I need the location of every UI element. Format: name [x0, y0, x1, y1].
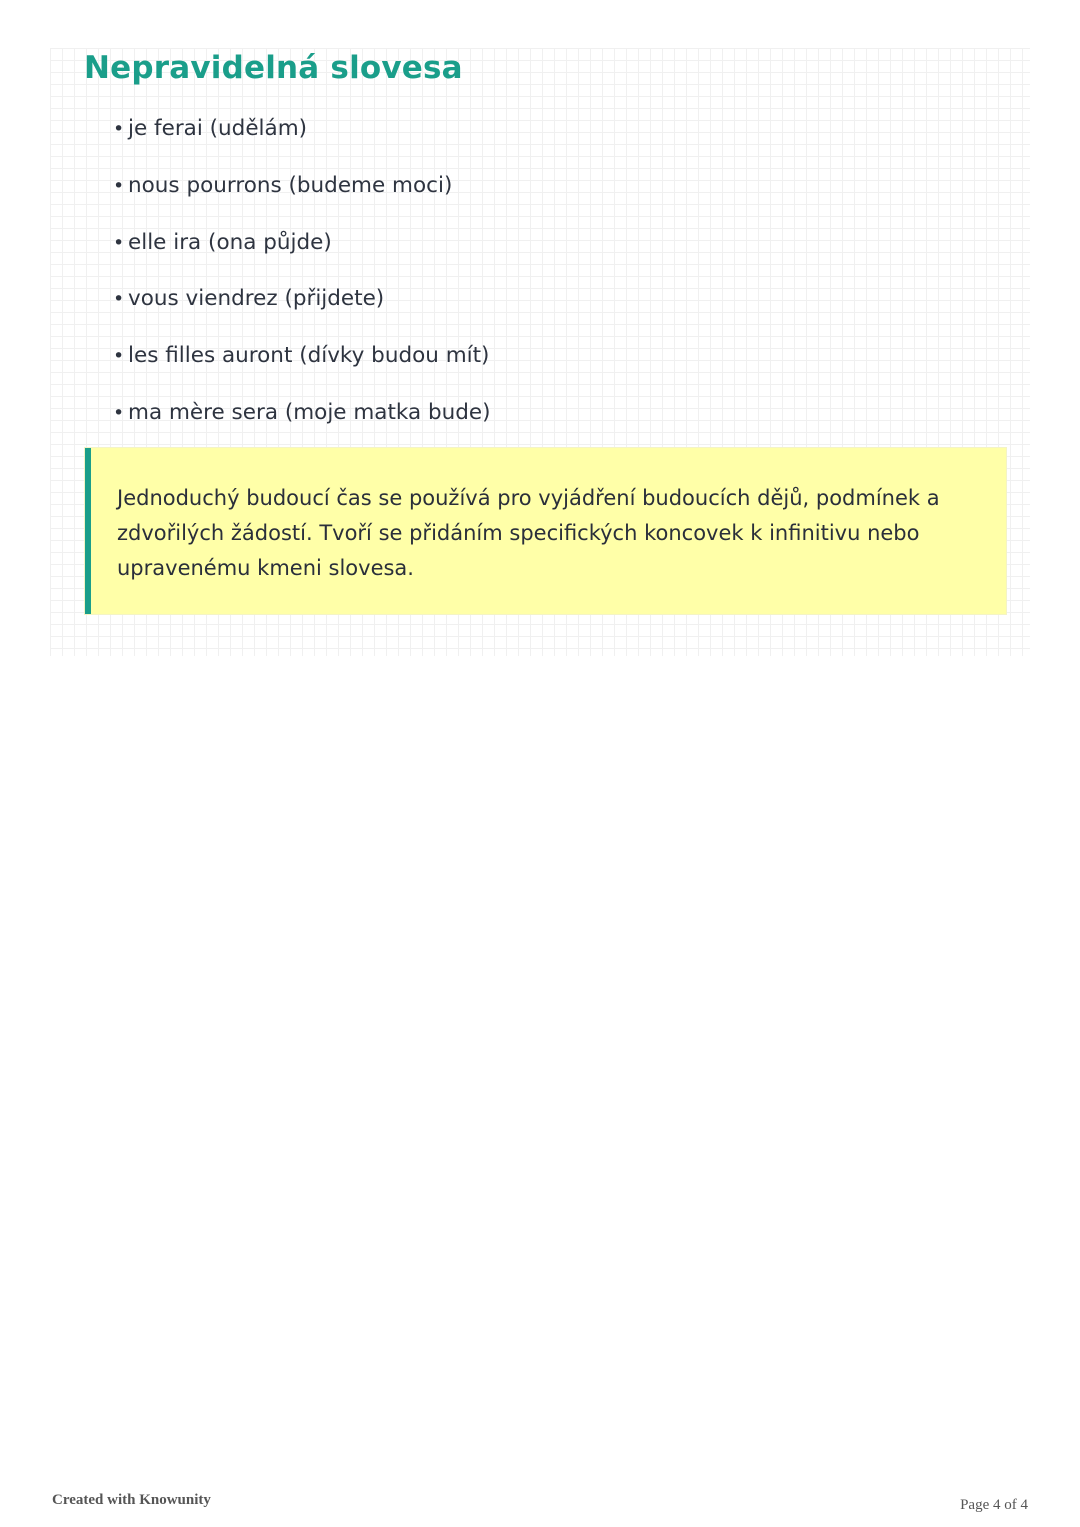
- verb-example: je ferai (udělám): [128, 116, 308, 141]
- bullet-icon: •: [113, 401, 125, 424]
- bullet-icon: •: [113, 231, 125, 254]
- verb-example: vous viendrez (přijdete): [128, 286, 385, 312]
- verb-example: nous pourrons (budeme moci): [128, 172, 453, 198]
- bullet-icon: •: [113, 288, 125, 311]
- info-callout: [85, 448, 1006, 614]
- list-item: [113, 224, 491, 281]
- footer-credit: Created with Knowunity: [52, 1492, 211, 1508]
- verb-example: elle ira (ona půjde): [128, 229, 332, 255]
- list-item: [113, 337, 491, 394]
- bullet-icon: •: [113, 345, 125, 368]
- list-item: [113, 280, 491, 337]
- list-item: [113, 394, 491, 451]
- verb-example: ma mère sera (moje matka bude): [128, 399, 491, 425]
- section-heading: Nepravidelná slovesa: [84, 50, 463, 86]
- verb-example: les filles auront (dívky budou mít): [128, 343, 490, 369]
- bullet-icon: •: [113, 174, 125, 197]
- page-number: Page 4 of 4: [960, 1497, 1028, 1513]
- irregular-verbs-list: [113, 110, 491, 451]
- bullet-icon: •: [113, 118, 125, 140]
- callout-text: Jednoduchý budoucí čas se používá pro vyjádření budoucích dějů, podmínek a zdvořilých žádostí. Tvoří se přidáním specifických koncovek k infinitivu nebo upravenému kmeni slovesa.: [117, 486, 940, 580]
- list-item: [113, 110, 491, 167]
- list-item: [113, 167, 491, 224]
